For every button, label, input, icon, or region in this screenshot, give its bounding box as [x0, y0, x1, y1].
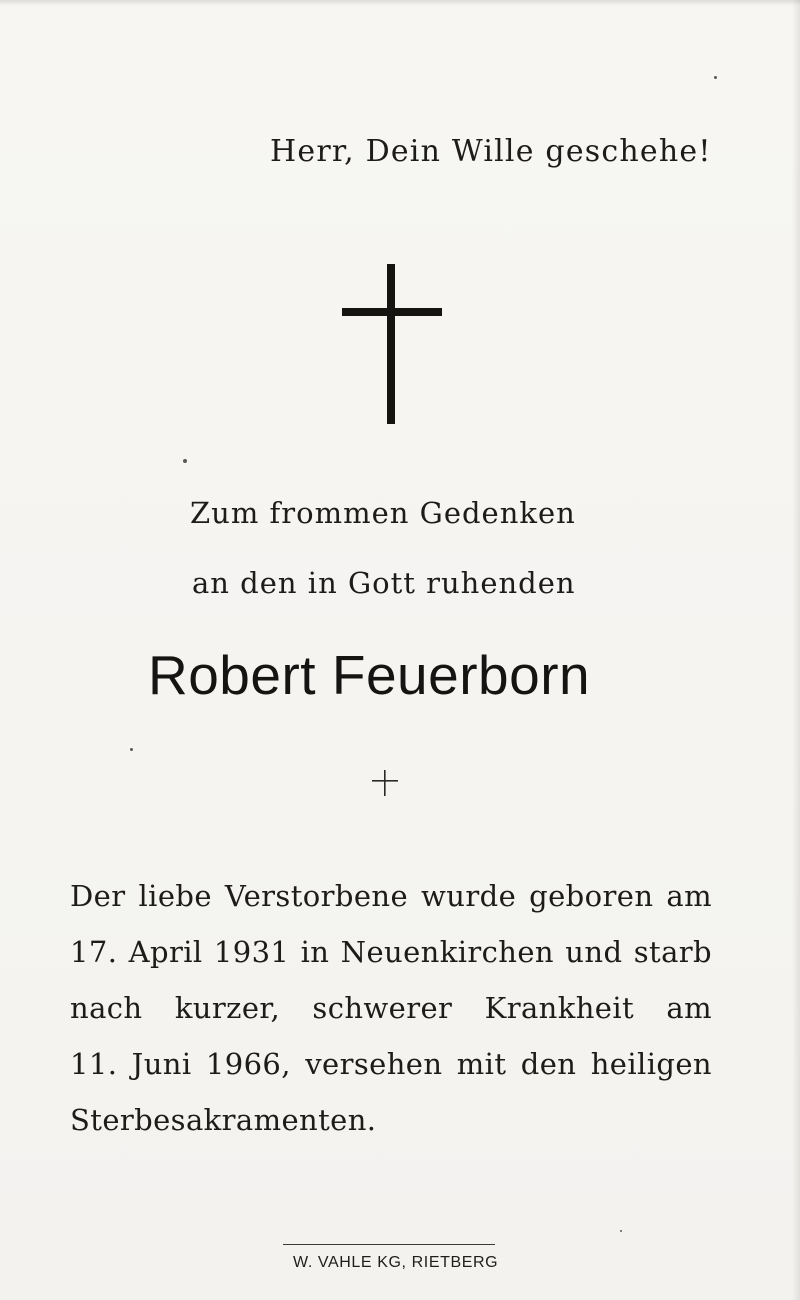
- cross-icon: [342, 264, 442, 424]
- intro-line-2: an den in Gott ruhenden: [192, 566, 576, 600]
- paper-speck: [620, 1230, 622, 1232]
- printer-imprint: W. VAHLE KG, RIETBERG: [293, 1254, 499, 1271]
- small-cross-icon: [370, 768, 400, 798]
- bio-line: nach kurzer, schwerer Krankheit am: [70, 991, 712, 1025]
- bio-line: Der liebe Verstorbene wurde geboren am: [70, 879, 712, 913]
- paper-speck: [130, 748, 133, 751]
- bio-line: Sterbesakramenten.: [70, 1103, 377, 1137]
- paper-speck: [714, 76, 717, 79]
- motto-text: Herr, Dein Wille geschehe!: [270, 134, 712, 169]
- card-right-edge: [792, 0, 800, 1300]
- bio-line: 17. April 1931 in Neuenkirchen und starb: [70, 935, 712, 969]
- intro-line-1: Zum frommen Gedenken: [190, 496, 576, 530]
- paper-speck: [183, 459, 187, 463]
- biography-paragraph: [70, 868, 712, 1148]
- card-top-edge: [0, 0, 800, 6]
- deceased-name: Robert Feuerborn: [148, 644, 591, 706]
- printer-divider: [283, 1244, 495, 1245]
- bio-line: 11. Juni 1966, versehen mit den heiligen: [70, 1047, 712, 1081]
